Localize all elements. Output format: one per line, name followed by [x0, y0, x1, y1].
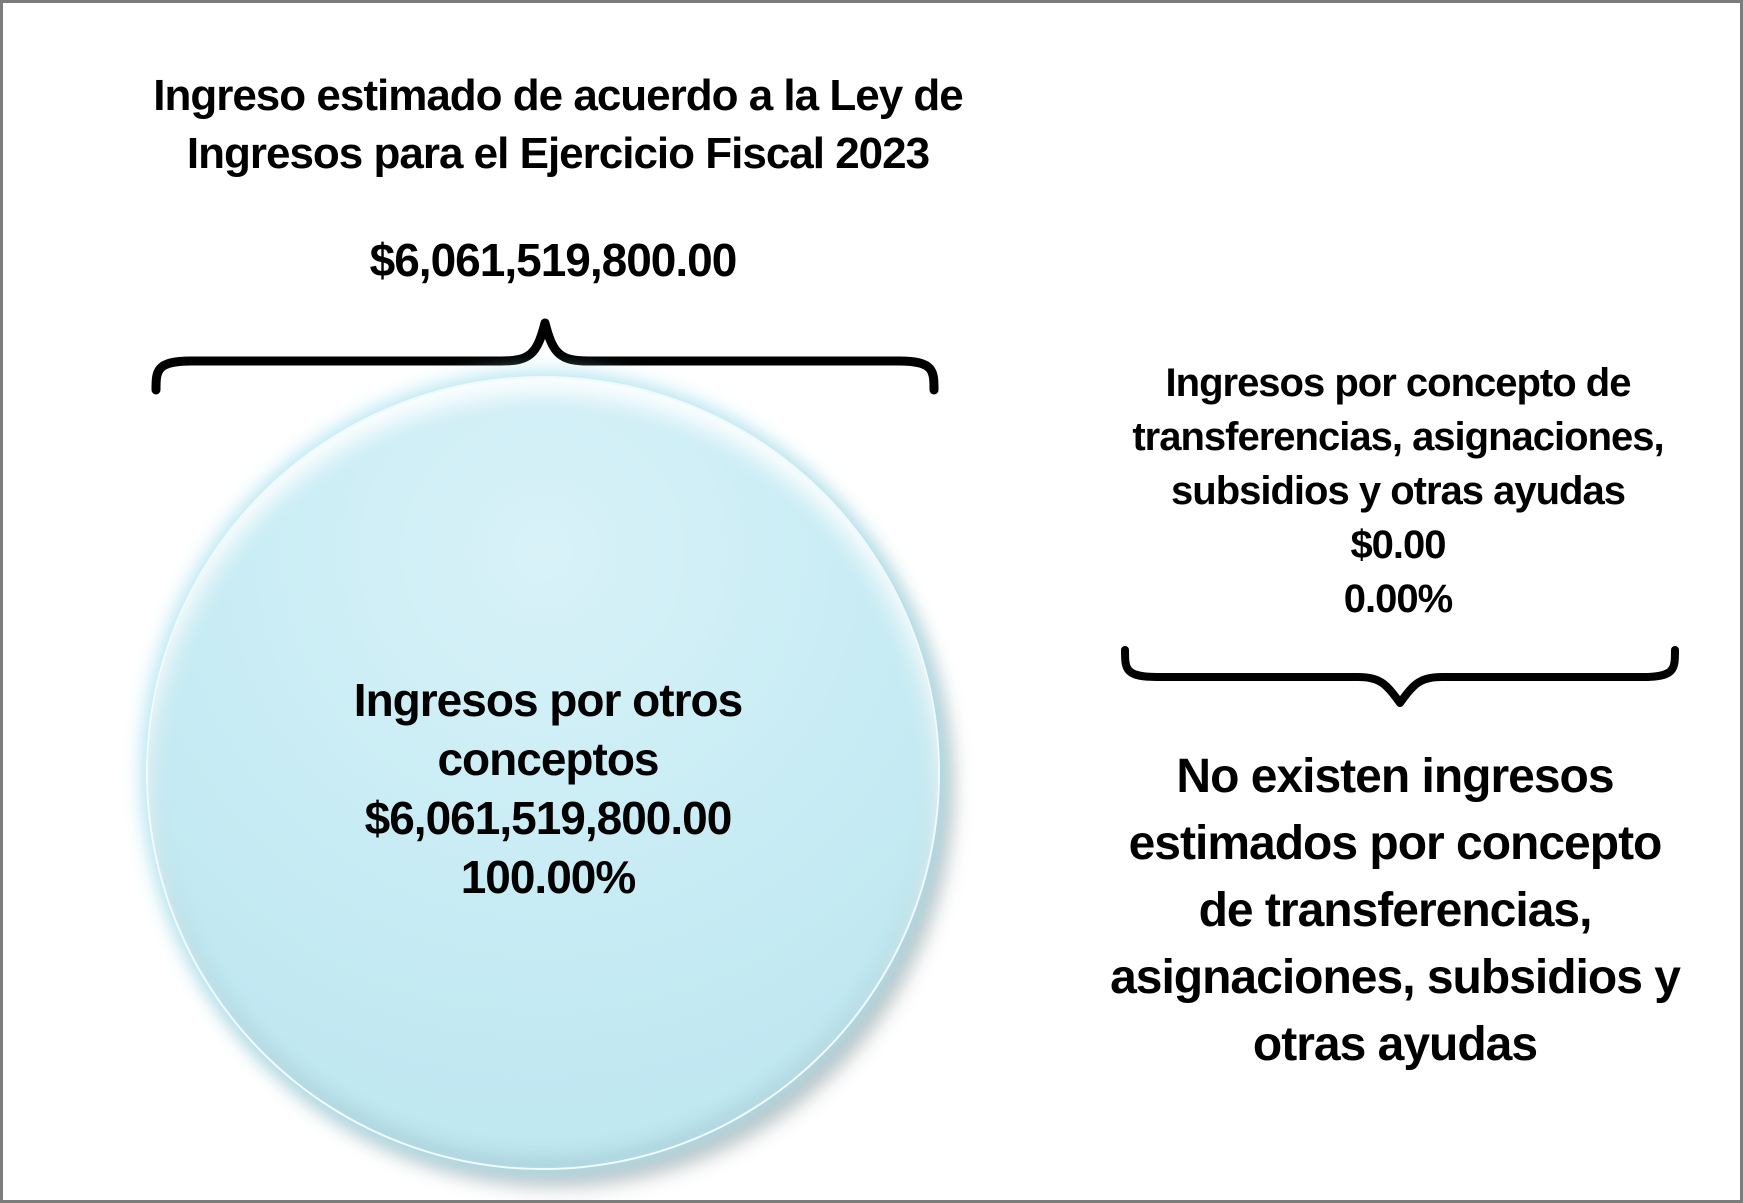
pie-label-amount: $6,061,519,800.00 [364, 792, 732, 844]
transfers-label-line2: transferencias, asignaciones, [1132, 415, 1664, 459]
chart-title [113, 67, 1003, 183]
transfers-label-percent: 0.00% [1343, 577, 1453, 621]
total-amount: $6,061,519,800.00 [369, 234, 737, 286]
transfers-label-amount: $0.00 [1350, 523, 1446, 567]
chart-title-line1: Ingreso estimado de acuerdo a la Ley de [153, 71, 963, 120]
underbrace-transfers [1121, 645, 1679, 709]
no-income-note [1095, 743, 1695, 1078]
note-line5: otras ayudas [1252, 1018, 1538, 1071]
transfers-label-line3: subsidios y otras ayudas [1171, 469, 1625, 513]
note-line2: estimados por concepto [1128, 817, 1662, 870]
transfers-zero-label [1098, 356, 1698, 626]
note-line4: asignaciones, subsidios y [1110, 951, 1680, 1004]
transfers-label-line1: Ingresos por concepto de [1165, 361, 1631, 405]
pie-slice-label [253, 671, 843, 907]
chart-title-line2: Ingresos para el Ejercicio Fiscal 2023 [186, 129, 930, 178]
pie-label-line1: Ingresos por otros [353, 674, 743, 726]
pie-label-line2: conceptos [437, 733, 659, 785]
pie-label-percent: 100.00% [460, 851, 636, 903]
note-line1: No existen ingresos [1176, 750, 1614, 803]
note-line3: de transferencias, [1198, 884, 1592, 937]
